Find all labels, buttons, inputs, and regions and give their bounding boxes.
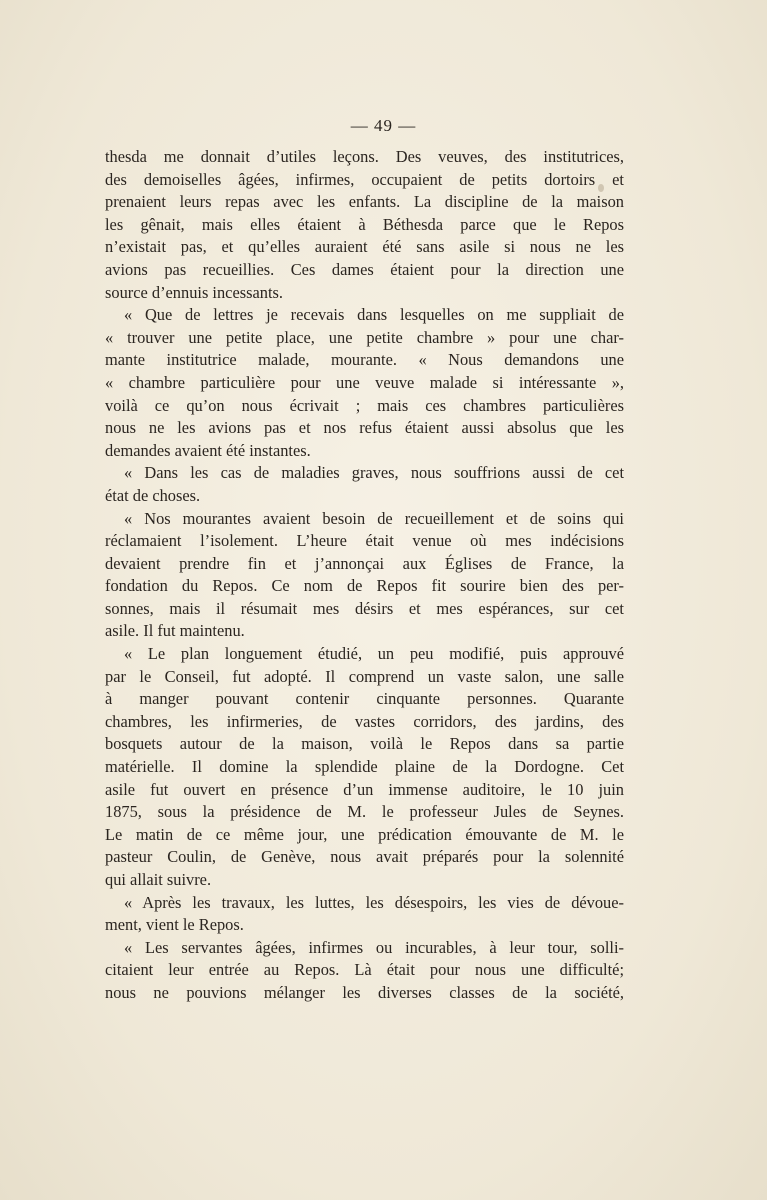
text-line: nous ne pouvions mélanger les diverses classes de la société, [105, 982, 624, 1002]
text-line: source d’ennuis incessants. [105, 282, 283, 302]
text-line: matérielle. Il domine la splendide plaine de la Dordogne. Cet [105, 757, 624, 777]
text-line: état de choses. [105, 485, 201, 505]
text-line: fondation du Repos. Ce nom de Repos fit sourire bien des per- [105, 576, 624, 596]
text-line: prenaient leurs repas avec les enfants. La discipline de la maison [105, 192, 624, 212]
text-line: demandes avaient été instantes. [105, 440, 311, 460]
text-line: asile. Il fut maintenu. [105, 621, 245, 641]
text-line: qui allait suivre. [105, 870, 212, 889]
body-text [105, 146, 624, 1005]
text-line: asile fut ouvert en présence d’un immense auditoire, le 10 juin [105, 779, 624, 799]
text-line: « trouver une petite place, une petite chambre » pour une char- [105, 327, 624, 347]
text-line: voilà ce qu’on nous écrivait ; mais ces chambres particulières [105, 395, 624, 415]
page-number: — 49 — [350, 116, 417, 135]
text-line: à manger pouvant contenir cinquante personnes. Quarante [105, 689, 624, 709]
text-line: sonnes, mais il résumait mes désirs et mes espérances, sur cet [105, 598, 624, 618]
text-line: réclamaient l’isolement. L’heure était venue où mes indécisions [105, 531, 624, 551]
text-line: des demoiselles âgées, infirmes, occupaient de petits dortoirs et [105, 169, 624, 189]
text-line: mante institutrice malade, mourante. « Nous demandons une [105, 350, 624, 370]
text-line: « chambre particulière pour une veuve malade si intéressante », [105, 372, 624, 392]
text-line: thesda me donnait d’utiles leçons. Des veuves, des institutrices, [105, 147, 624, 166]
text-line: pasteur Coulin, de Genève, nous avait préparés pour la solennité [105, 847, 624, 867]
text-line: avions pas recueillies. Ces dames étaient pour la direction une [105, 259, 624, 279]
ink-smudge [598, 184, 604, 192]
text-line: devaient prendre fin et j’annonçai aux Églises de France, la [105, 553, 624, 573]
text-line: « Dans les cas de maladies graves, nous souffrions aussi de cet [124, 463, 624, 483]
text-line: « Après les travaux, les luttes, les désespoirs, les vies de dévoue- [124, 892, 624, 912]
text-line: n’existait pas, et qu’elles auraient été sans asile si nous ne les [105, 237, 624, 257]
text-line: « Les servantes âgées, infirmes ou incurables, à leur tour, solli- [124, 937, 624, 957]
text-line: citaient leur entrée au Repos. Là était pour nous une difficulté; [105, 960, 624, 980]
text-line: nous ne les avions pas et nos refus étaient aussi absolus que les [105, 418, 624, 438]
text-line: « Le plan longuement étudié, un peu modifié, puis approuvé [124, 644, 624, 664]
text-line: par le Conseil, fut adopté. Il comprend un vaste salon, une salle [105, 666, 624, 686]
text-line: chambres, les infirmeries, de vastes corridors, des jardins, des [105, 711, 624, 731]
text-line: ment, vient le Repos. [105, 915, 244, 935]
text-line: « Que de lettres je recevais dans lesquelles on me suppliait de [124, 305, 624, 325]
text-line: « Nos mourantes avaient besoin de recueillement et de soins qui [124, 508, 624, 528]
text-line: bosquets autour de la maison, voilà le Repos dans sa partie [105, 734, 624, 754]
text-line: Le matin de ce même jour, une prédication émouvante de M. le [105, 824, 624, 844]
text-line: 1875, sous la présidence de M. le professeur Jules de Seynes. [105, 802, 624, 822]
text-line: les gênait, mais elles étaient à Béthesda parce que le Repos [105, 214, 624, 234]
